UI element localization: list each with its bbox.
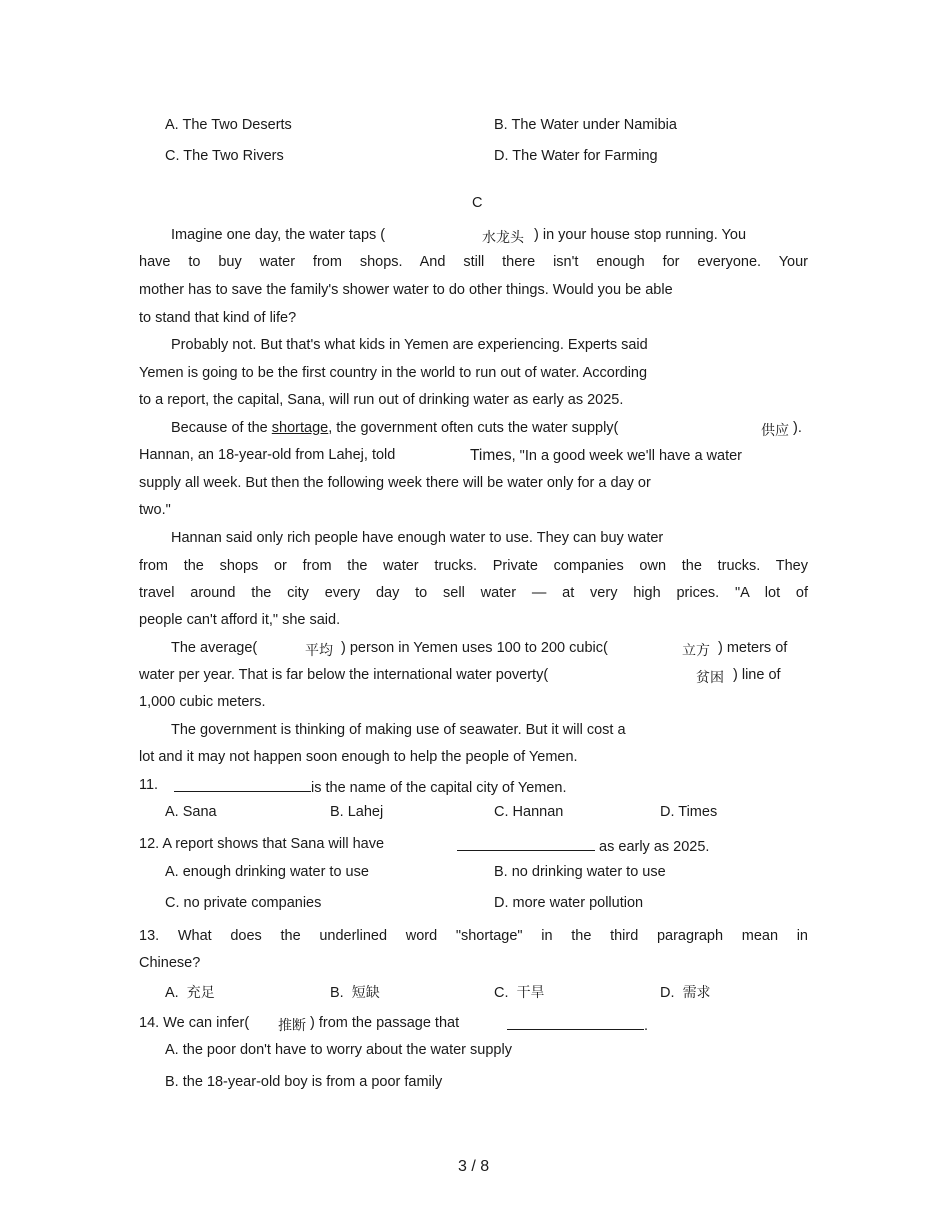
q11-number: 11. (139, 777, 159, 793)
passage-p2-line3: to a report, the capital, Sana, will run out of drinking water as early as 2025. (139, 392, 624, 408)
passage-p4-line2: from the shops or from the water trucks. Private companies own the trucks. They (139, 558, 808, 574)
passage-p5-line1c: ) meters of (718, 640, 788, 656)
passage-p3-line2a: Hannan, an 18-year-old from Lahej, told (139, 447, 396, 463)
passage-p1-line2: have to buy water from shops. And still there isn't enough for everyone. Your (139, 254, 808, 270)
q14-option-a: A. the poor don't have to worry about the water supply (165, 1042, 512, 1058)
passage-p5-line3: 1,000 cubic meters. (139, 694, 266, 710)
passage-p4-line4: people can't afford it," she said. (139, 612, 341, 628)
passage-p1-line4: to stand that kind of life? (139, 310, 297, 326)
passage-p1-line1a: Imagine one day, the water taps ( (171, 227, 386, 243)
passage-p2-line2: Yemen is going to be the first country in the world to run out of water. According (139, 365, 648, 381)
passage-p5-cn2: 立方 (682, 643, 710, 659)
passage-p3-line3: supply all week. But then the following week there will be water only for a day or (139, 475, 651, 491)
q12-option-b: B. no drinking water to use (494, 864, 666, 880)
passage-p1-line3: mother has to save the family's shower water to do other things. Would you be able (139, 282, 673, 298)
option-d: D. The Water for Farming (494, 148, 658, 164)
q13-option-a: A. 充足 (165, 985, 215, 1001)
q14-blank[interactable] (507, 1015, 644, 1030)
q11-stem: is the name of the capital city of Yemen. (174, 777, 567, 796)
q12-option-d: D. more water pollution (494, 895, 644, 911)
q11-option-a: A. Sana (165, 804, 217, 820)
page-number: 3 / 8 (458, 1158, 490, 1175)
option-c: C. The Two Rivers (165, 148, 284, 164)
passage-p4-line3: travel around the city every day to sell water — at very high prices. "A lot of (139, 585, 808, 601)
q13-option-b: B. 短缺 (330, 985, 380, 1001)
passage-p5-line1a: The average( (171, 640, 258, 656)
option-b: B. The Water under Namibia (494, 117, 677, 133)
passage-p4-line1: Hannan said only rich people have enough water to use. They can buy water (171, 530, 664, 546)
passage-p5-cn1: 平均 (305, 643, 333, 659)
q11-option-c: C. Hannan (494, 804, 564, 820)
q14-cn: 推断 (278, 1018, 306, 1034)
passage-p5-line2a: water per year. That is far below the international water poverty( (139, 667, 549, 683)
q13-option-c: C. 干旱 (494, 985, 545, 1001)
passage-p3-line1: Because of the shortage, the government often cuts the water supply( (171, 420, 619, 436)
q12-stem-b: as early as 2025. (457, 836, 709, 855)
q11-option-d: D. Times (660, 804, 718, 820)
passage-p6-line1: The government is thinking of making use of seawater. But it will cost a (171, 722, 626, 738)
q14-option-b: B. the 18-year-old boy is from a poor family (165, 1074, 443, 1090)
q13-stem-line2: Chinese? (139, 955, 201, 971)
newspaper-name: Times (470, 447, 512, 464)
passage-p1-line1b: ) in your house stop running. You (534, 227, 747, 243)
q14-stem-end: . (507, 1015, 648, 1034)
passage-p5-line2b: ) line of (733, 667, 781, 683)
q14-stem-b: ) from the passage that (310, 1015, 460, 1031)
passage-p1-cn: 水龙头 (482, 230, 524, 246)
q13-option-d: D. 需求 (660, 985, 711, 1001)
q12-option-c: C. no private companies (165, 895, 322, 911)
section-label: C (472, 195, 483, 211)
passage-p5-cn3: 贫困 (696, 670, 724, 686)
q13-stem-line1: 13. What does the underlined word "shortage" in the third paragraph mean in (139, 928, 808, 944)
passage-p5-line1b: ) person in Yemen uses 100 to 200 cubic( (341, 640, 608, 656)
q11-option-b: B. Lahej (330, 804, 384, 820)
passage-p3-cn: 供应 (761, 423, 789, 439)
passage-p3-line4: two." (139, 502, 171, 518)
q12-stem-a: 12. A report shows that Sana will have (139, 836, 385, 852)
q11-blank[interactable] (174, 777, 311, 792)
passage-p3-line2b: Times, "In a good week we'll have a water (470, 447, 743, 464)
underlined-word-shortage: shortage (271, 420, 329, 436)
passage-p2-line1: Probably not. But that's what kids in Yemen are experiencing. Experts said (171, 337, 648, 353)
q14-stem-a: 14. We can infer( (139, 1015, 250, 1031)
passage-p6-line2: lot and it may not happen soon enough to help the people of Yemen. (139, 749, 578, 765)
passage-p3-line1c: ). (793, 420, 802, 436)
q12-option-a: A. enough drinking water to use (165, 864, 369, 880)
q12-blank[interactable] (457, 836, 595, 851)
option-a: A. The Two Deserts (165, 117, 292, 133)
